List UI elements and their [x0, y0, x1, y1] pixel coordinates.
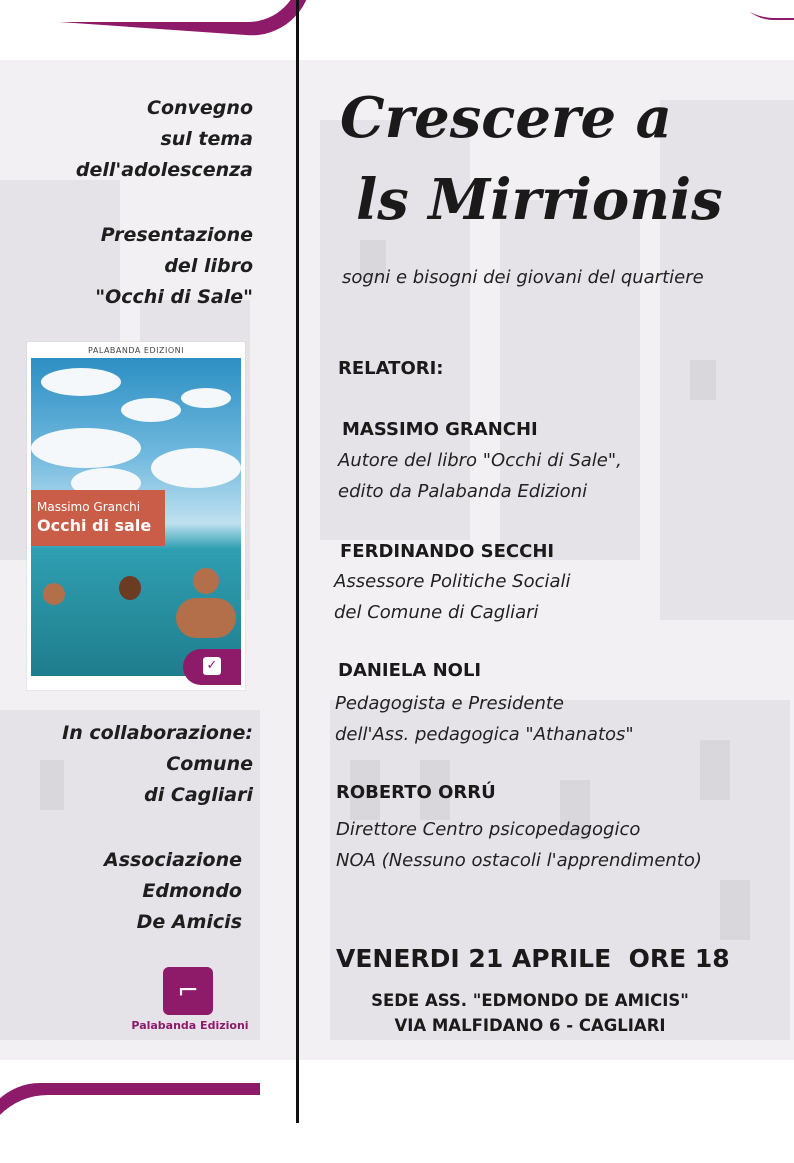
- speaker-name: FERDINANDO SECCHI: [340, 541, 555, 562]
- book-cover-photo: [31, 358, 241, 676]
- speaker-role-line: dell'Ass. pedagogica "Athanatos": [335, 724, 634, 745]
- speaker-role-line: Direttore Centro psicopedagogico: [336, 819, 641, 840]
- speaker-role-line: Pedagogista e Presidente: [335, 693, 564, 714]
- vertical-divider: [296, 0, 299, 1123]
- association-line: Associazione: [103, 849, 242, 871]
- speaker-role-line: edito da Palabanda Edizioni: [338, 481, 588, 502]
- book-cover: [27, 342, 245, 690]
- speaker-role: [338, 445, 622, 507]
- speaker-role: [335, 688, 634, 750]
- speakers-heading: RELATORI:: [338, 358, 444, 379]
- speaker-name: MASSIMO GRANCHI: [342, 419, 538, 440]
- event-date-time: VENERDI 21 APRILE ORE 18: [336, 944, 730, 973]
- book-publisher-logo: [183, 649, 241, 685]
- publisher-name: Palabanda Edizioni: [131, 1019, 249, 1032]
- event-title-line1: Crescere a: [340, 85, 672, 151]
- speaker-name: DANIELA NOLI: [338, 660, 482, 681]
- speaker-role: [336, 814, 702, 876]
- event-address: VIA MALFIDANO 6 - CAGLIARI: [394, 1016, 666, 1035]
- association-line: De Amicis: [136, 911, 242, 933]
- conference-topic: [20, 93, 253, 186]
- top-left-swoosh-mask: [0, 0, 300, 22]
- speaker-name: ROBERTO ORRÚ: [336, 782, 496, 803]
- palabanda-logo-icon: ⌐: [177, 976, 199, 1006]
- association: [20, 845, 242, 938]
- collaboration-line: Comune: [166, 753, 253, 775]
- association-line: Edmondo: [142, 880, 242, 902]
- speaker-role-line: NOA (Nessuno ostacoli l'apprendimento): [336, 850, 702, 871]
- book-title: Occhi di sale: [37, 516, 152, 535]
- speaker-role-line: del Comune di Cagliari: [334, 602, 539, 623]
- presentation-line: del libro: [164, 255, 253, 277]
- book-publisher: PALABANDA EDIZIONI: [88, 346, 184, 355]
- bottom-left-swoosh-mask: [0, 1095, 270, 1163]
- collaboration-line: di Cagliari: [144, 784, 253, 806]
- publisher-logo: [163, 967, 213, 1015]
- topic-line: dell'adolescenza: [75, 159, 253, 181]
- collaboration: [20, 718, 253, 811]
- event-subtitle: sogni e bisogni dei giovani del quartiere: [342, 267, 704, 288]
- speaker-role-line: Assessore Politiche Sociali: [334, 571, 571, 592]
- palabanda-logo-icon: ✓: [203, 657, 221, 675]
- presentation-line: "Occhi di Sale": [95, 286, 253, 308]
- collaboration-line: In collaborazione:: [62, 722, 253, 744]
- book-presentation: [20, 220, 253, 313]
- presentation-line: Presentazione: [100, 224, 253, 246]
- top-right-swoosh-mask: [724, 0, 794, 18]
- speaker-role: [334, 566, 571, 628]
- event-venue: SEDE ASS. "EDMONDO DE AMICIS": [371, 991, 689, 1010]
- book-author: Massimo Granchi: [37, 500, 141, 514]
- topic-line: sul tema: [160, 128, 253, 150]
- event-title-line2: ls Mirrionis: [356, 167, 723, 233]
- topic-line: Convegno: [147, 97, 253, 119]
- speaker-role-line: Autore del libro "Occhi di Sale",: [338, 450, 622, 471]
